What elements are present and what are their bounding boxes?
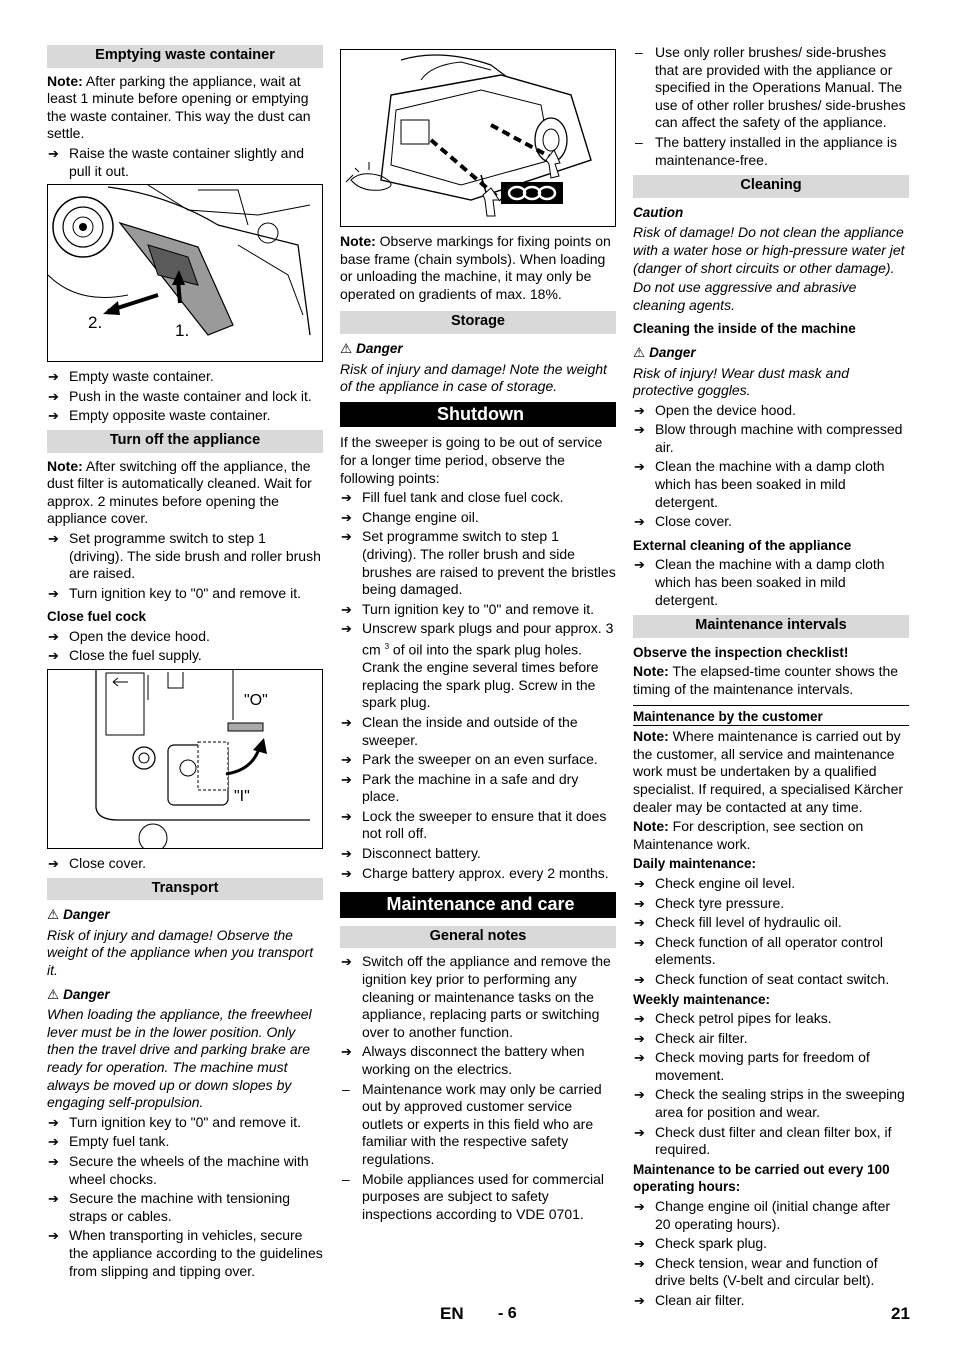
sweeper-illustration [341,50,609,226]
heading-100-hours: Maintenance to be carried out every 100 operating hours: [633,1161,890,1195]
figure-label-1: 1. [175,320,190,340]
label-position-open: "O" [244,692,268,710]
general-note: ➔ Switch off the appliance and remove the ignition key prior to performing any cleaning or maintenance tasks on the appliance, replacing parts or switching over to another function. [340,953,616,1041]
shutdown-step: ➔ Turn ignition key to "0" and remove it. [340,601,616,619]
general-note-dash: – Mobile appliances used for commercial purposes are subject to safety inspections according to VDE 0701. [340,1171,616,1224]
note-label: Note: [633,663,669,680]
step-programme-switch: ➔ Set programme switch to step 1 (driving). The side brush and roller brush are raised. [47,530,323,583]
warning-triangle-icon: ⚠ [47,907,60,923]
heading-close-fuel-cock: Close fuel cock [47,609,147,625]
section-heading-emptying: Emptying waste container [47,45,323,68]
chapter-heading-shutdown: Shutdown [340,402,616,428]
caution-text-agents: Do not use aggressive and abrasive cleaning agents. [633,279,857,313]
warning-triangle-icon: ⚠ [633,344,646,360]
note-label: Note: [47,457,83,474]
transport-step: ➔ When transporting in vehicles, secure the appliance according to the guidelines from slipping and tipping over. [47,1227,323,1280]
shutdown-step: ➔ Park the machine in a safe and dry place. [340,771,616,806]
daily-check: ➔ Check function of seat contact switch. [633,971,909,989]
cleaning-step: ➔ Close cover. [633,513,909,531]
heading-external-cleaning: External cleaning of the appliance [633,537,852,553]
weekly-check: ➔ Check air filter. [633,1030,909,1048]
note-fixing-points: Note: Observe markings for fixing points on base frame (chain symbols). When loading or unloading the machine, it may only be operated on gradients of max. 18%. [340,233,611,302]
shutdown-step-spark-plugs: ➔ Unscrew spark plugs and pour approx. 3 cm $^3$ of oil into the spark plug holes. Crank the engine several times before replacing the spark plug. Screw in the spark plug. [340,620,616,712]
shutdown-step: ➔ Fill fuel tank and close fuel cock. [340,489,616,507]
column-middle [340,44,616,1225]
danger-heading: ⚠ Danger [47,986,110,1002]
weekly-check: ➔ Check moving parts for freedom of movement. [633,1049,909,1084]
danger-text-transport-weight: Risk of injury and damage! Observe the weight of the appliance when you transport it. [47,926,314,979]
fuel-cock-illustration [48,670,314,848]
footer-language: EN [440,1304,464,1323]
heading-maintenance-customer: Maintenance by the customer [633,705,909,727]
danger-heading: ⚠ Danger [47,907,110,923]
heading-inspection-checklist: Observe the inspection checklist! [633,644,849,660]
shutdown-step: ➔ Set programme switch to step 1 (driving). The roller brush and side brushes are raised to prevent the bristles being damaged. [340,528,616,598]
figure-waste-container [47,184,323,362]
note-label: Note: [633,728,669,745]
note-label: Note: [633,818,669,835]
note-label: Note: [340,233,376,249]
hundred-hour-task: ➔ Clean air filter. [633,1292,909,1310]
step-open-hood: ➔ Open the device hood. [47,628,323,646]
weekly-check: ➔ Check the sealing strips in the sweeping area for position and wear. [633,1086,909,1121]
shutdown-step: ➔ Lock the sweeper to ensure that it does not roll off. [340,808,616,843]
warning-triangle-icon: ⚠ [340,340,353,356]
weekly-check: ➔ Check petrol pipes for leaks. [633,1010,909,1028]
daily-check: ➔ Check engine oil level. [633,875,909,893]
figure-fixing-points [340,49,616,227]
shutdown-step: ➔ Charge battery approx. every 2 months. [340,865,616,883]
step-push-container: ➔ Push in the waste container and lock it. [47,388,323,406]
shutdown-step: ➔ Change engine oil. [340,509,616,527]
transport-step: ➔ Secure the machine with tensioning straps or cables. [47,1190,323,1225]
shutdown-intro: If the sweeper is going to be out of service for a longer time period, observe the following points: [340,434,603,486]
general-note-dash: – The battery installed in the appliance is maintenance-free. [633,134,909,169]
heading-cleaning-inside: Cleaning the inside of the machine [633,321,856,337]
note-elapsed-counter: Note: The elapsed-time counter shows the timing of the maintenance intervals. [633,663,899,697]
column-left [47,44,323,1282]
transport-step: ➔ Secure the wheels of the machine with wheel chocks. [47,1153,323,1188]
danger-heading: ⚠ Danger [340,340,403,356]
general-note: ➔ Always disconnect the battery when working on the electrics. [340,1043,616,1078]
danger-heading: ⚠ Danger [633,344,696,360]
section-heading-general-notes: General notes [340,926,616,949]
caution-heading: Caution [633,204,684,220]
cleaning-step: ➔ Clean the machine with a damp cloth which has been soaked in mild detergent. [633,556,909,609]
shutdown-step: ➔ Clean the inside and outside of the sweeper. [340,714,616,749]
note-emptying: Note: After parking the appliance, wait at least 1 minute before opening or emptying the waste container. This way the dust can settle. [47,72,311,142]
step-empty-container: ➔ Empty waste container. [47,368,323,386]
step-ignition-key: ➔ Turn ignition key to "0" and remove it. [47,585,323,603]
section-heading-cleaning: Cleaning [633,175,909,198]
hundred-hour-task: ➔ Check spark plug. [633,1235,909,1253]
cleaning-step: ➔ Clean the machine with a damp cloth which has been soaked in mild detergent. [633,458,909,511]
general-note-dash: – Maintenance work may only be carried out by approved customer service outlets or experts in this field who are familiar with the respective safety regulations. [340,1081,616,1169]
hundred-hour-task: ➔ Change engine oil (initial change after 20 operating hours). [633,1198,909,1233]
heading-daily-maintenance: Daily maintenance: [633,856,757,872]
transport-step: ➔ Empty fuel tank. [47,1133,323,1151]
step-close-cover: ➔ Close cover. [47,855,323,873]
figure-label-2: 2. [88,312,103,332]
danger-text-dust: Risk of injury! Wear dust mask and protective goggles. [633,364,850,399]
note-label: Note: [47,72,83,89]
section-heading-storage: Storage [340,311,616,334]
section-heading-transport: Transport [47,878,323,901]
chapter-heading-maintenance: Maintenance and care [340,892,616,918]
step-raise-container: ➔ Raise the waste container slightly and pull it out. [47,145,323,180]
danger-text-storage: Risk of injury and damage! Note the weight of the appliance in case of storage. [340,360,607,395]
daily-check: ➔ Check fill level of hydraulic oil. [633,914,909,932]
warning-triangle-icon: ⚠ [47,986,60,1002]
section-heading-turn-off: Turn off the appliance [47,430,323,453]
shutdown-step: ➔ Disconnect battery. [340,845,616,863]
daily-check: ➔ Check tyre pressure. [633,895,909,913]
footer-local-page: - 6 [498,1305,517,1322]
cleaning-step: ➔ Open the device hood. [633,402,909,420]
cleaning-step: ➔ Blow through machine with compressed air. [633,421,909,456]
heading-weekly-maintenance: Weekly maintenance: [633,991,771,1007]
step-empty-opposite: ➔ Empty opposite waste container. [47,407,323,425]
note-customer-maintenance: Note: Where maintenance is carried out by the customer, all service and maintenance work must be undertaken by a qualified specialist. If required, a specialised Kärcher dealer may be contacted at any time. [633,728,904,815]
daily-check: ➔ Check function of all operator control elements. [633,934,909,969]
step-close-fuel: ➔ Close the fuel supply. [47,647,323,665]
hundred-hour-task: ➔ Check tension, wear and function of drive belts (V-belt and circular belt). [633,1255,909,1290]
danger-text-loading: When loading the appliance, the freewheel lever must be in the lower position. Only then the travel drive and parking brake are ready for operation. The machine must always be moved up or down slopes by engaging self-propulsion. [47,1006,312,1111]
shutdown-step: ➔ Park the sweeper on an even surface. [340,751,616,769]
caution-text: Risk of damage! Do not clean the appliance with a water hose or high-pressure water jet (danger of short circuits or other damage). [633,224,905,276]
label-position-closed: "I" [234,788,250,806]
footer-page-number: 21 [891,1304,910,1323]
section-heading-maintenance-intervals: Maintenance intervals [633,615,909,638]
note-turn-off: Note: After switching off the appliance, the dust filter is automatically cleaned. Wait for approx. 2 minutes before opening the appliance cover. [47,457,312,527]
weekly-check: ➔ Check dust filter and clean filter box, if required. [633,1124,909,1159]
general-note-dash: – Use only roller brushes/ side-brushes that are provided with the appliance or specified in the Operations Manual. The use of other roller brushes/ side-brushes can affect the safety of the appliance. [633,44,909,132]
note-description: Note: For description, see section on Maintenance work. [633,818,864,852]
figure-fuel-cock [47,669,323,849]
transport-step: ➔ Turn ignition key to "0" and remove it. [47,1114,323,1132]
column-right [633,44,909,1312]
